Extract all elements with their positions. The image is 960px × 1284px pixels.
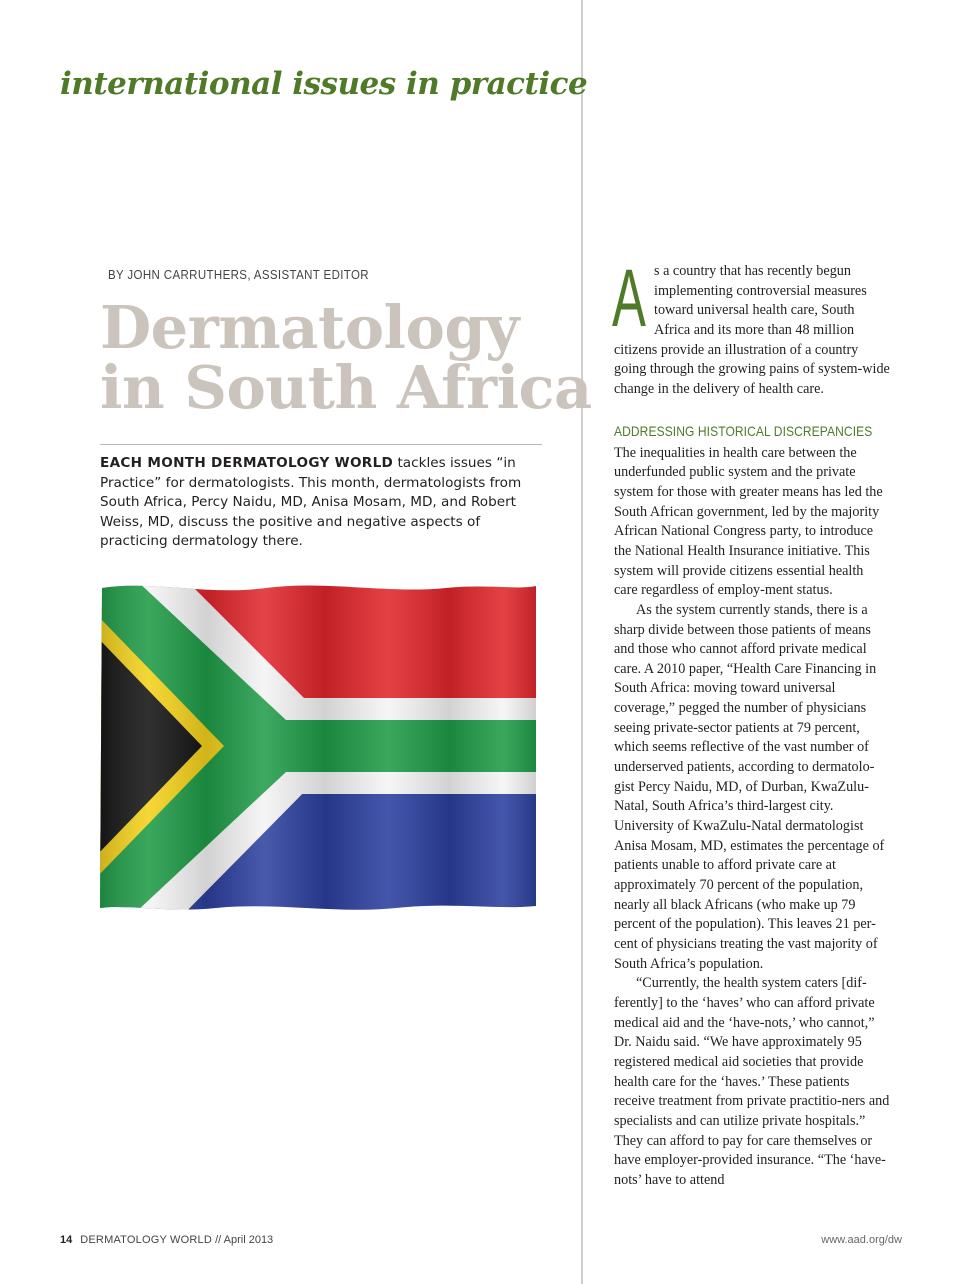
column-divider [581, 0, 583, 1284]
footer-url: www.aad.org/dw [821, 1234, 902, 1246]
drop-cap: A [612, 253, 646, 344]
headline [100, 293, 592, 422]
article-paragraph-3: As the system currently stands, there is a sharp divide between those patients of means and those who cannot afford private medical care. A 2010 paper, “Health Care Financing in South Africa: moving toward universal coverage,” pegged the number of physicians seeing private-sector patients at 79 percent, which seems reflective of the vast number of underserved patients, according to dermatolo-gist Percy Naidu, MD, of Durban, KwaZulu-Natal, South Africa’s third-largest city. University of KwaZulu-Natal dermatologist Anisa Mosam, MD, estimates the percentage of patients unable to afford private care at approximately 70 percent of the population, nearly all black Africans (who make up 79 percent of the population). This leaves 21 per-cent of physicians treating the vast majority of South Africa’s population. [614, 601, 885, 972]
article-paragraph-4: “Currently, the health system caters [dif-ferently] to the ‘haves’ who can afford private medical aid and the ‘have-nots,’ who cannot,” Dr. Naidu said. “We have approximately 95 registered medical aid societies that provide health care for the ‘haves.’ These patients receive treatment from private practitio-ners and specialists and can utilize private hospitals.” They can afford to pay for care themselves or have employer-provided insurance. “The ‘have-nots’ have to attend [614, 975, 890, 1188]
south-africa-flag-image [96, 580, 538, 912]
article-subhead: ADDRESSING HISTORICAL DISCREPANCIES [614, 422, 873, 439]
section-title: international issues in practice [60, 66, 588, 102]
issue-date: April 2013 [223, 1234, 274, 1246]
byline: BY JOHN CARRUTHERS, ASSISTANT EDITOR [108, 268, 369, 282]
article-paragraph-1 [612, 253, 890, 400]
intro-lead: EACH MONTH DERMATOLOGY WORLD [100, 455, 394, 471]
headline-line-1: Dermatology [100, 293, 519, 362]
headline-line-2: in South Africa [100, 353, 592, 422]
intro-text: tackles issues “in Practice” for dermatologists. This month, dermatologists from South Africa, Percy Naidu, MD, Anisa Mosam, MD, and Robert Weiss, MD, discuss the positive and negative aspects of practicing dermatology there. [100, 455, 522, 550]
article-paragraph-1-text: s a country that has recently begun implementing controversial measures toward universal health care, South Africa and its more than 48 million citizens provide an illustration of a country going through the growing pains of system-wide change in the delivery of health care. [614, 263, 890, 397]
footer-separator: // [212, 1234, 224, 1246]
intro-rule [100, 444, 542, 445]
page-number: 14 [60, 1234, 73, 1246]
article-column [612, 253, 890, 1191]
footer-left [60, 1234, 273, 1246]
magazine-name: DERMATOLOGY WORLD [80, 1234, 213, 1246]
intro-paragraph [100, 454, 546, 552]
article-paragraph-2: The inequalities in health care between the underfunded public system and the private system for those with greater means has led the South African government, led by the majority African National Congress party, to introduce the National Health Insurance initiative. This system will provide citizens essential health care regardless of employ-ment status. [614, 444, 883, 599]
